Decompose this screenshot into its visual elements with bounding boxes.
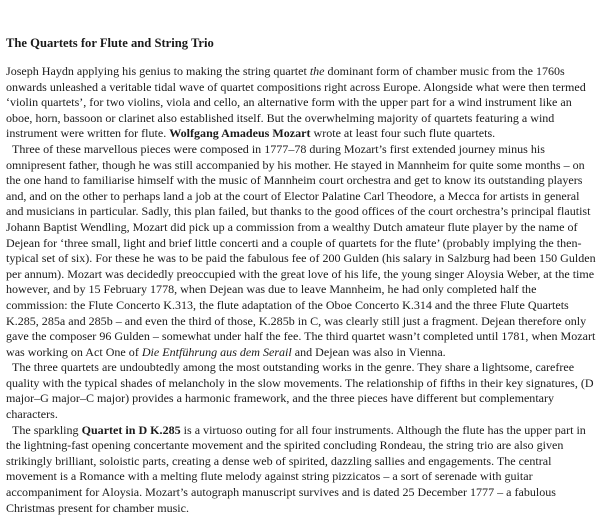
paragraph-2-text-c: and Dejean was also in Vienna. <box>291 344 446 359</box>
paragraph-1-text-c: dominant form of chamber music from the 1760s onwards unleashed a veritable tidal wave of quartet compositions right across Europe. Alongside what were then termed ‘violin quartets’, for two violins, viola and cello, an alternative form with the upper part for a wind instrument like an oboe, horn, bassoon or clarinet also established itself. But the overwhelming majority of quartets featuring a wind instrument were written for flute. <box>6 64 586 141</box>
paragraph-1-text-a: Joseph Haydn applying his genius to making the string quartet <box>6 64 310 78</box>
quartet-title: Quartet in D K.285 <box>81 422 181 437</box>
paragraph-2-text-a: Three of these marvellous pieces were composed in 1777–78 during Mozart’s first extended journey minus his omnipresent father, though he was still accompanied by his mother. He stayed in Mannheim for quite some months – on the one hand to familiarise himself with the music of Mannheim court orchestra and get to know its outstanding players and, and on the other to perhaps land a job at the court of Elector Palatine Carl Theodore, a Mecca for artists in general and musicians in particular. Sadly, this plan failed, but thanks to the good offices of the court orchestra’s principal flautist Johann Baptist Wendling, Mozart did pick up a commission from a wealthy Dutch amateur flute player by the name of Dejean for ‘three small, light and brief little concerti and a couple of quartets for the flute’ (probably implying the then-typical set of six). For these he was to be paid the fabulous fee of 200 Gulden (his salary in Salzburg had been 150 Gulden per annum). Mozart was decidedly preoccupied with the great love of his life, the young singer Aloysia Weber, at the time however, and by 15 February 1778, when Dejean was due to leave Mannheim, he had only completed half the commission: the Flute Concerto K.313, the flute adaptation of the Oboe Concerto K.314 and the three Flute Quartets K.285, 285a and 285b – and even the third of those, K.285b in C, was clearly still just a fragment. Dejean therefore only gave the composer 96 Gulden – somewhat under half the fee. The third quartet wasn’t completed until 1781, when Mozart was working on Act One of <box>6 141 596 359</box>
paragraph-2 <box>6 142 596 360</box>
paragraph-4-text-a: The sparkling <box>12 422 82 437</box>
document-page <box>6 36 596 516</box>
paragraph-1 <box>6 64 596 142</box>
composer-name: Wolfgang Amadeus Mozart <box>169 126 311 141</box>
paragraph-4-text-c: is a virtuoso outing for all four instruments. Although the flute has the upper part in the lightning-fast opening concertante movement and the spirited concluding Rondeau, the string trio are also given strikingly brilliant, soloistic parts, creating a dense web of spirited, dazzling sallies and engagements. The central movement is a Romance with a melting flute melody against string pizzicatos – a sort of serenade with guitar accompaniment for Aloysia. Mozart’s autograph manuscript survives and is dated 25 December 1777 – a fabulous Christmas present for chamber music. <box>6 422 586 515</box>
emphasis-the: the <box>309 64 325 78</box>
paragraph-4 <box>6 423 596 516</box>
paragraph-3 <box>6 360 596 422</box>
paragraph-3-text: The three quartets are undoubtedly among the most outstanding works in the genre. They share a lightsome, carefree quality with the typical shades of melancholy in the slow movements. The relationship of fifths in their key signatures, (D major–G major–C major) provides a harmonic framework, and the three pieces have different but complementary characters. <box>6 360 594 422</box>
paragraph-1-text-e: wrote at least four such flute quartets. <box>310 126 496 141</box>
opera-title: Die Entführung aus dem Serail <box>141 344 292 359</box>
article-title: The Quartets for Flute and String Trio <box>6 36 214 50</box>
